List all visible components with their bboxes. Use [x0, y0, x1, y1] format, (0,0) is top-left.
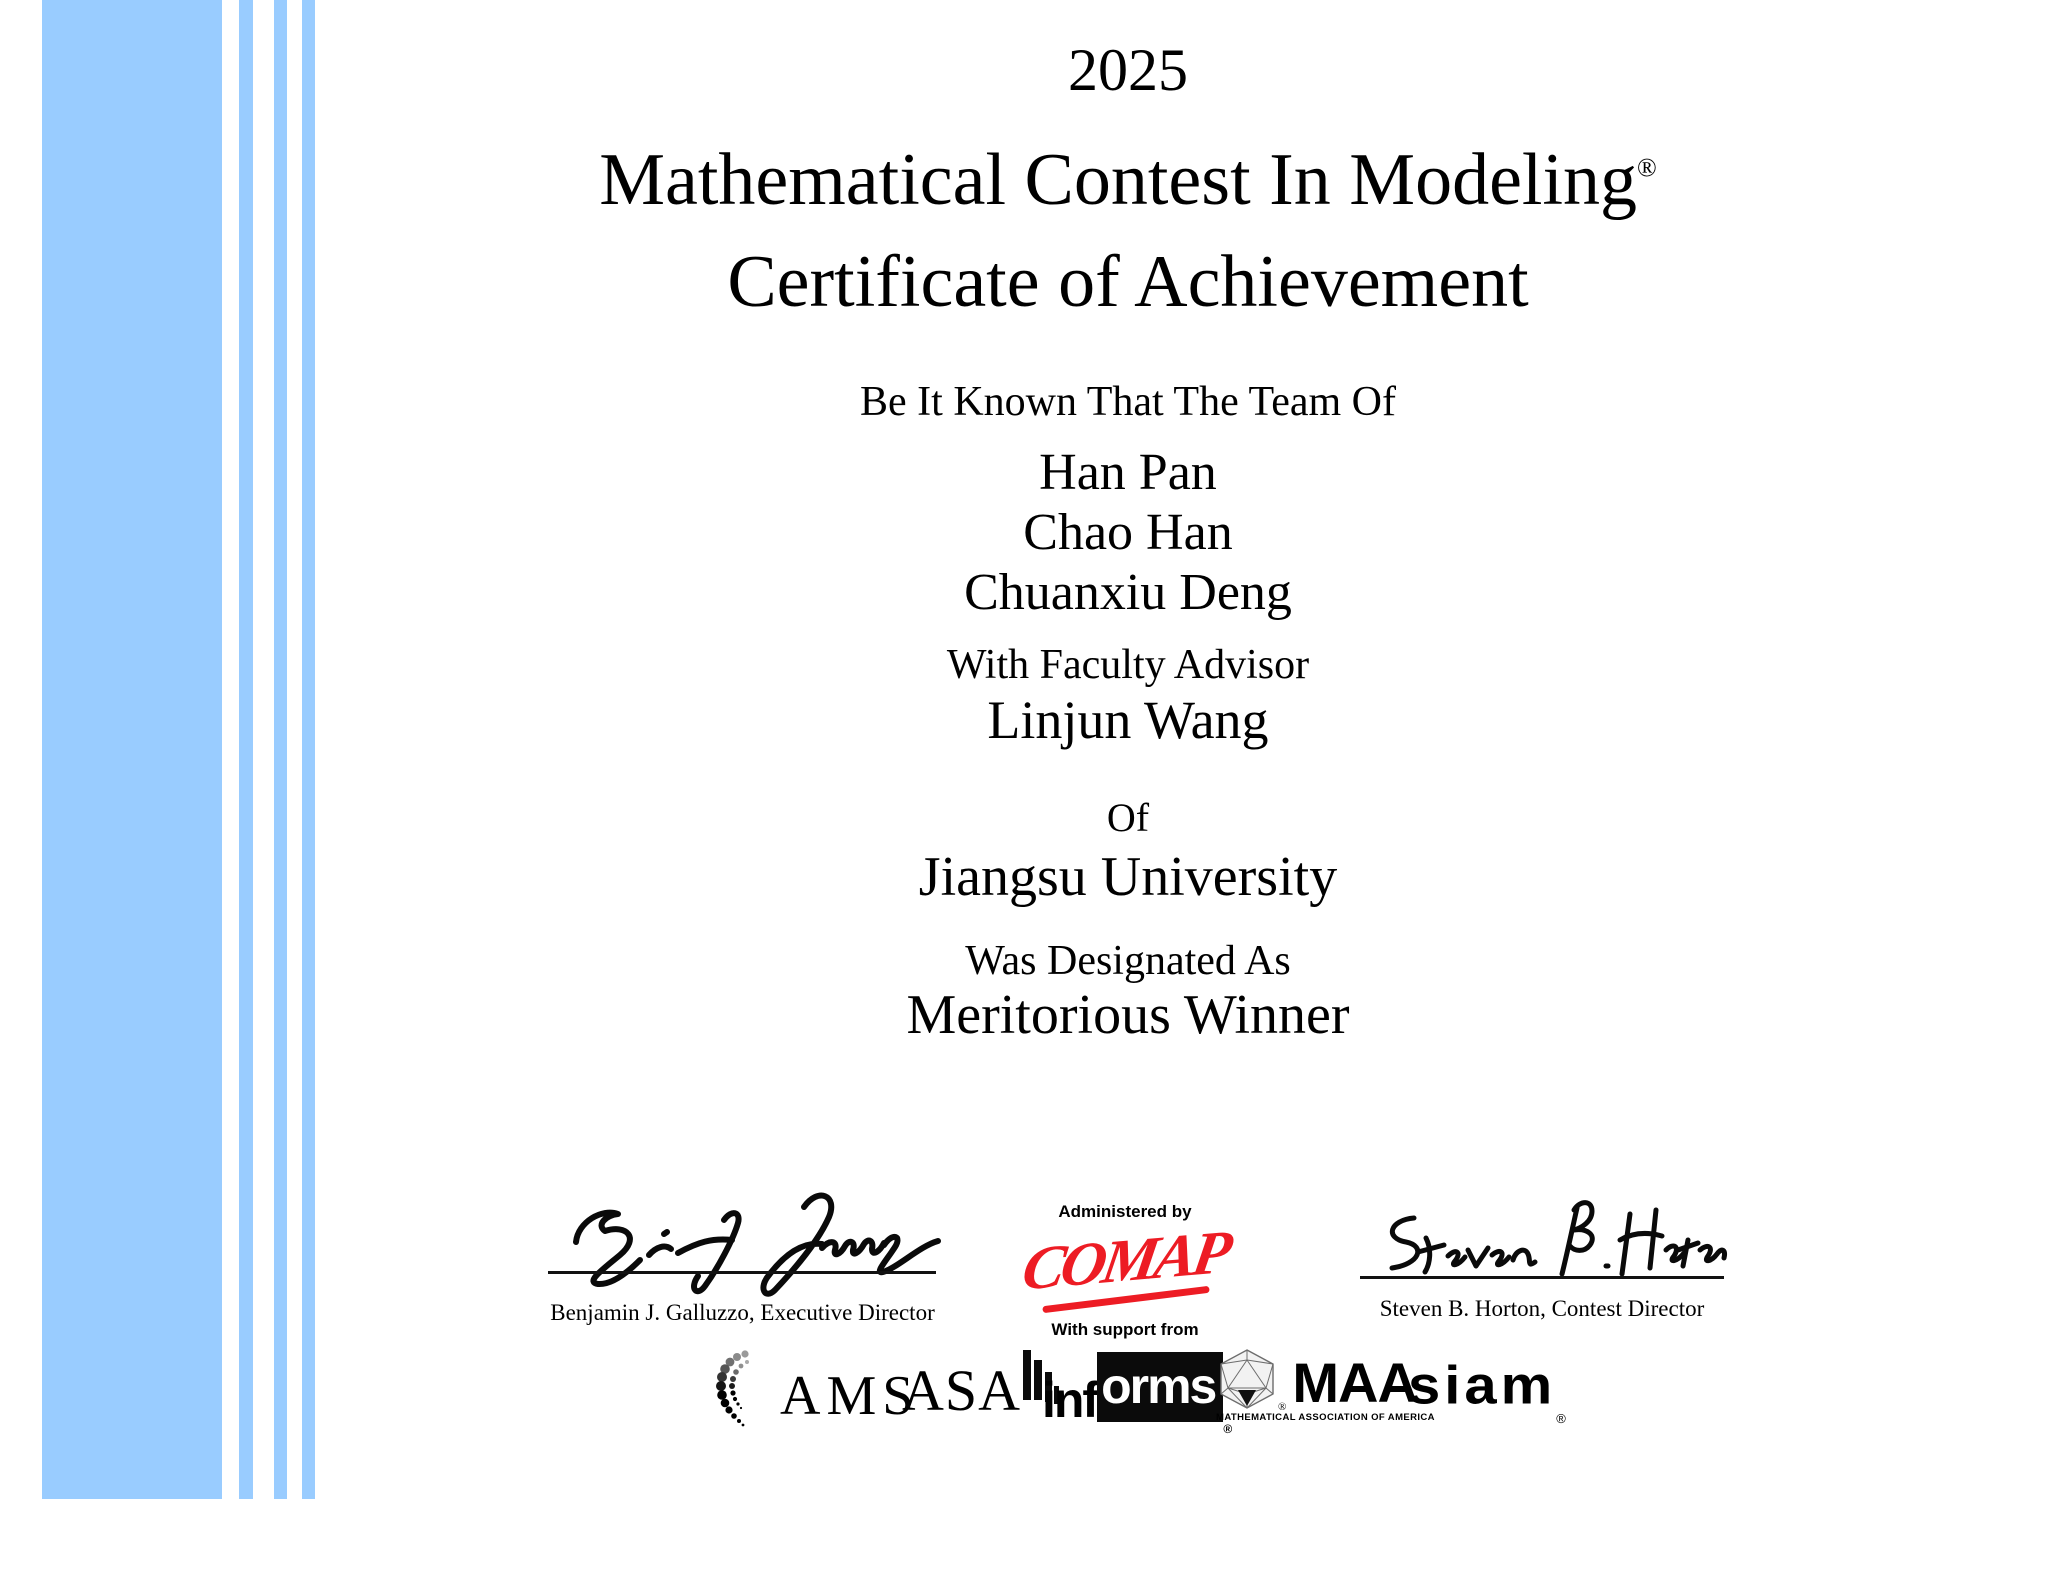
administered-by-text: Administered by [1058, 1202, 1192, 1221]
informs-logo-prefix: inf [1042, 1372, 1098, 1428]
award-designation: Meritorious Winner [906, 984, 1350, 1046]
maa-logo-text: MAA [1292, 1351, 1417, 1414]
siam-registered-mark: ® [1556, 1411, 1566, 1426]
advisor-name: Linjun Wang [987, 690, 1269, 750]
comap-logo [1008, 1218, 1242, 1318]
registered-trademark-icon: ® [1637, 153, 1657, 182]
advisor-intro-text: With Faculty Advisor [946, 642, 1310, 688]
informs-logo [1042, 1352, 1232, 1436]
asa-logo-text: ASA [902, 1358, 1022, 1423]
certificate-subtitle: Certificate of Achievement [727, 241, 1529, 323]
maa-tagline-text: MATHEMATICAL ASSOCIATION OF AMERICA [1216, 1412, 1435, 1423]
with-support-from-text: With support from [1051, 1320, 1199, 1339]
contest-title-text: Mathematical Contest In Modeling [599, 139, 1638, 221]
team-member-list [210, 443, 2046, 623]
designated-intro-text: Was Designated As [965, 938, 1291, 984]
left-wide-blue-bar [42, 0, 222, 1499]
team-member-1: Han Pan [1039, 444, 1217, 501]
contest-year: 2025 [1068, 37, 1188, 103]
of-label: Of [1106, 795, 1150, 840]
executive-director-signature-image [552, 1182, 944, 1304]
contest-director-name-title: Steven B. Horton, Contest Director [1379, 1296, 1705, 1321]
informs-logo-box: orms [1097, 1352, 1223, 1422]
ams-logo [714, 1348, 919, 1433]
contest-title [210, 138, 2046, 223]
comap-logo-text: COMAP [1017, 1218, 1233, 1304]
contest-director-signature-image [1358, 1192, 1728, 1296]
institution-name: Jiangsu University [918, 846, 1338, 908]
team-member-2: Chao Han [1023, 504, 1233, 561]
maa-icosahedron-icon [1216, 1348, 1278, 1410]
ams-logo-text: AMS [780, 1365, 920, 1427]
executive-director-name-title: Benjamin J. Galluzzo, Executive Director [550, 1300, 935, 1325]
siam-logo [1408, 1352, 1566, 1426]
maa-registered-mark: ® [1278, 1401, 1287, 1413]
executive-director-signature-line [548, 1271, 936, 1274]
team-member-3: Chuanxiu Deng [964, 564, 1292, 621]
team-intro-text: Be It Known That The Team Of [860, 379, 1396, 425]
siam-logo-text: siam [1408, 1355, 1557, 1416]
contest-director-signature-line [1360, 1276, 1724, 1279]
maa-logo [1216, 1348, 1435, 1423]
ams-dotted-arc-icon [714, 1348, 776, 1428]
informs-registered-mark: ® [1223, 1422, 1233, 1436]
maa-logo-row [1216, 1348, 1435, 1414]
asa-logo [902, 1350, 1063, 1429]
